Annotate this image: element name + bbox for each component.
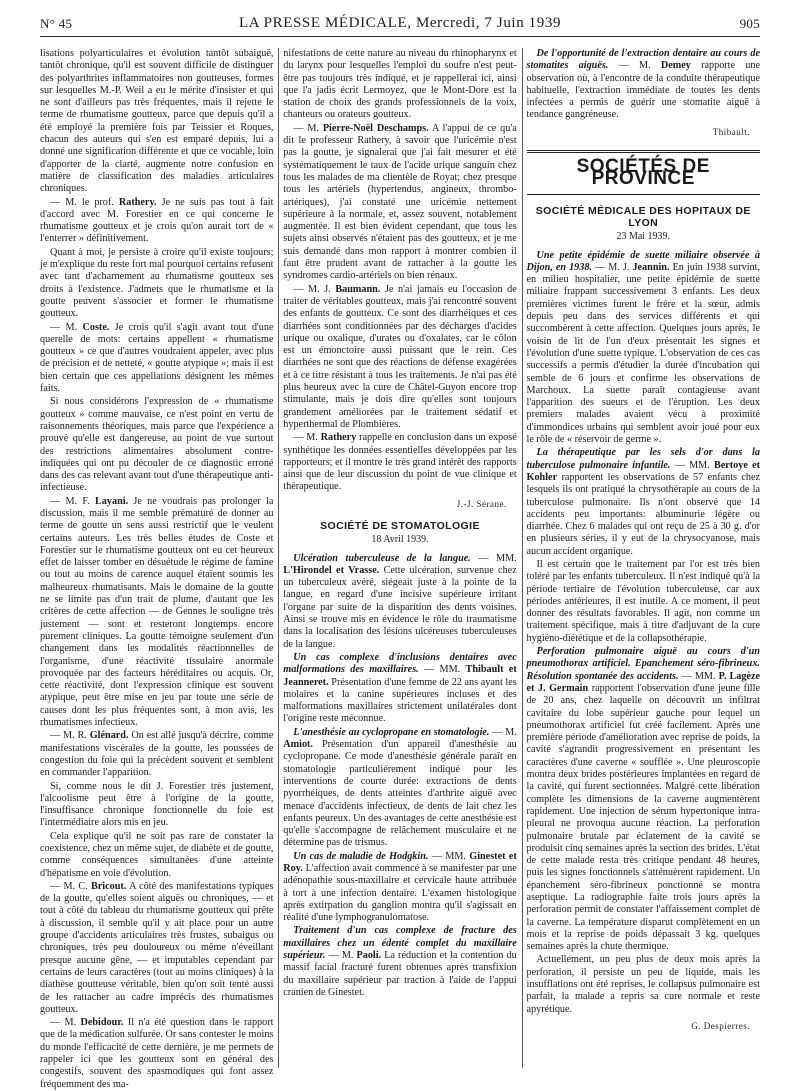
paragraph: De l'opportunité de l'extraction dentaire au cours de stomatites aiguës. — M. Demey rapporte une observation où, à l'encontre de la conduite thérapeutique habituelle, l'extraction immédiate de toutes les dents infectées a permis de guérir une stomatite aiguë à tendance gangréneuse. <box>526 48 760 121</box>
paragraph: lisations polyarticulaires et évolution tantôt subaiguë, tantôt chronique, qu'il est souvent difficile de distinguer des polyarthrites inflammatoires non goutteuses, formes sur lesquelles M.-P. Weil a eu le mérite d'insister et qui ne sont d'ailleurs pas très fréquentes, mais il rejette le terme de rhumatisme goutteux, parce que depuis qu'il a été employé la première fois par Teissier et Roques, chacun des auteurs qui s'en est emparé depuis, lui a donné une signification différente et que ce vocable, loin d'apporter de la clarté, augmente notre confusion en matière de classification des maladies articulaires chroniques. <box>40 48 274 195</box>
speaker-name: Jeannin. <box>632 261 670 273</box>
section-date: 18 Avril 1939. <box>371 534 429 546</box>
issue-number: N° 45 <box>40 16 73 31</box>
speaker-name: Bertoye et Kohler <box>526 459 760 483</box>
article-title: Une petite épidémie de suette miliaire observée à Dijon, en 1938. <box>526 249 760 273</box>
section-rule <box>527 150 760 153</box>
paragraph: Un cas de maladie de Hodgkin. — MM. Ginestet et Roy. L'affection avait commencé à se manifester par une adénopathie sous-maxillaire et cervicale haute attribuée à tort à une infection dentaire. L'examen histologique après extirpation du ganglion montra qu'il s'agissait en réalité d'une lymphogranulomatose. <box>283 850 517 924</box>
speaker-name: L'Hirondel et Vrasse. <box>283 564 380 576</box>
speaker-name: Rathery. <box>118 196 157 208</box>
speaker-name: Ginestet et Roy. <box>283 850 517 874</box>
article-title: Perforation pulmonaire aiguë au cours d'un pneumothorax artificiel. Epanchement séro-fibrineux. Résolution spontanée des accidents. <box>526 646 760 682</box>
signature: J.-J. Sérane. <box>456 498 507 509</box>
paragraph: Il est certain que le traitement par l'or est très bien toléré par les enfants tuberculeux. Il n'est indiqué qu'à la période tertiaire de l'évolution tuberculeuse, car aux périodes antérieures, il est inutile. A ce moment, il peut donner des résultats favorables. Il agit, non comme un traitement spécifique, mais à titre d'adjuvant de la cure hygiéno-diététique et de la collapsothérapie. <box>526 558 760 644</box>
section-rule <box>527 194 760 195</box>
speaker-name: Amiot. <box>283 739 313 751</box>
speaker-name: Pierre-Noël Deschamps. <box>322 122 429 134</box>
section-title: SOCIÉTÉ MÉDICALE DES HOPITAUX DE LYON <box>535 204 751 229</box>
speaker-name: Debidour. <box>80 1017 124 1029</box>
paragraph: Perforation pulmonaire aiguë au cours d'un pneumothorax artificiel. Epanchement séro-fibrineux. Résolution spontanée des accidents. — MM. P. Lagèze et J. Germain rapportent l'observation d'une jeune fille de 20 ans, chez laquelle on découvrit un infiltrat cavitaire du lobe supérieur gauche pour lequel un pneumothorax artificiel fut créé facilement. Après une première période d'amélioration avec reprise de poids, la cavité s'agrandit progressivement en présentant les caractères d'une caverne « soufflée ». Une pleuroscopie montra deux brides postérieures implantées en regard de la cavité, qui furent sectionnées. Malgré cette libération complète les dimensions de la caverne augmentèrent rapidement. Une injection de sérum hypertonique intra-pleural ne provoqua aucune réaction. La perforation pulmonaire brutale par éclatement de la cavité se produisit cinq semaines après la section des brides. L'état de cette malade resta très critique pendant 48 heures, puis les signes fonctionnels s'atténuèrent rapidement. Un épanchement séro-fibrineux ponctionné se montra aseptique. La radiographie faite trois jours après la perforation permit de constater l'affaissement complet de la caverne. La température disparut complètement en un mois et la reprise de poids dépassait 3 kg. quelques semaines après la chute thermique. <box>526 646 760 953</box>
signature: G. Despierres. <box>691 1020 750 1031</box>
article-title: La thérapeutique par les sels d'or dans la tuberculose pulmonaire infantile. <box>526 447 760 471</box>
journal-title: LA PRESSE MÉDICALE, Mercredi, 7 Juin 1939 <box>238 15 562 31</box>
paragraph: Actuellement, un peu plus de deux mois après la perforation, il persiste un peu de liquide, mais les insufflations ont été reprises, le collapsus pulmonaire est parfait, la malade a repris sa cure normale et reste apyrétique. <box>526 954 760 1015</box>
column-3 <box>527 48 760 1068</box>
article-title: Ulcération tuberculeuse de la langue. <box>293 552 471 564</box>
column-2 <box>283 48 516 1068</box>
paragraph: Cela explique qu'il ne soit pas rare de constater la coexistence, chez un même sujet, de diabète et de goutte, comme conséquences simultanées d'une atteinte d'hépatisme en voie d'évolution. <box>40 830 274 879</box>
speaker-name: Glénard. <box>89 730 129 742</box>
paragraph: — M. Coste. Je crois qu'il s'agit avant tout d'une querelle de mots: certains appellent « rhumatisme goutteux » ce que d'autres voudraient appeler, avec plus de précision et de netteté, « goutte atypique »; mais il est bien certain que ces appellations désignent les mêmes faits. <box>40 321 274 395</box>
paragraph: — M. le prof. Rathery. Je ne suis pas tout à fait d'accord avec M. Forestier en ce qui concerne le rhumatisme goutteux et je crois qu'on aurait tort de « l'enterrer » définitivement. <box>40 196 274 245</box>
paragraph: Un cas complexe d'inclusions dentaires avec malformations des maxillaires. — MM. Thibault et Jeanneret. Présentation d'une femme de 22 ans ayant les molaires et la canine supérieures incluses et des malformations maxillaires strictement unilatérales dont l'origine reste méconnue. <box>283 651 517 725</box>
paragraph: L'anesthésie au cyclopropane en stomatologie. — M. Amiot. Présentation d'un appareil d'anesthésie au cyclopropane. Ce mode d'anesthésie générale paraît en stomatologie particulièrement indiqué pour les interventions de courte durée: extractions de dents pyorrhéiques, de dents atteintes d'arthrite aiguë avec menace d'accidents infectieux, de dents de lait chez les enfants peureux. Un des avantages de cette anesthésie est qu'elle s'accompagne de relâchement musculaire et ne détermine pas de trismus. <box>283 726 517 849</box>
speaker-name: Paoli. <box>356 950 382 962</box>
paragraph: — M. Debidour. Il n'a été question dans le rapport que de la médication sulfurée. Or sans contester le moins du monde l'efficacité de cette dernière, je me permets de rappeler ici que les goutteux sont en général des congestifs, souvent des spasmodiques qui font assez fréquemment des ma- <box>40 1017 274 1090</box>
speaker-name: Bricout. <box>90 880 127 892</box>
article-title: Un cas de maladie de Hodgkin. <box>293 850 429 862</box>
paragraph: Si, comme nous le dit J. Forestier très justement, l'alcoolisme peut être à l'origine de la goutte, l'insuffisance chronique fonctionnelle du foie est l'intermédiaire alors mis en jeu. <box>40 780 274 829</box>
article-title: Traitement d'un cas complexe de fracture des maxillaires chez un édenté complet du maxillaire supérieur. <box>283 925 517 962</box>
article-title: De l'opportunité de l'extraction dentaire au cours de stomatites aiguës. <box>526 48 760 72</box>
speaker-name: Demey <box>660 60 691 72</box>
column-rule <box>273 48 283 1068</box>
major-section-title: SOCIÉTÉS DE PROVINCE <box>576 156 710 190</box>
speaker-name: Layani. <box>95 495 129 507</box>
paragraph: — M. R. Glénard. On est allé jusqu'à décrire, comme manifestations viscérales de la goutte, les poussées de congestion du foie qui la précèdent souvent et semblent en commander l'apparition. <box>40 730 274 779</box>
paragraph: — M. J. Baumann. Je n'ai jamais eu l'occasion de traiter de véritables goutteux, mais j'ai rencontré souvent des enfants de goutteux. Ce sont des diarrhéiques et ces diarrhées sont conditionnées par des décharges d'acides urique ou oxalique, d'urates ou d'oxalates, car le côlon est un émonctoire aussi puissant que le rein. Ces diarrhées ne sont que des réactions de défense exagérées et à ce titre résistant à tous les traitements. Je n'ai pas été plus heureux avec la cure de Châtel-Guyon encore trop stimulante, mais je dois dire qu'elles sont toujours grandement améliorées par le traitement sédatif et hyperthermal de Plombières. <box>283 283 517 430</box>
speaker-name: Thibault et Jeanneret. <box>283 664 517 688</box>
paragraph: Traitement d'un cas complexe de fracture des maxillaires chez un édenté complet du maxillaire supérieur. — M. Paoli. La réduction et la contention du massif facial fracturé furent obtenues après transfixion du maxillaire supérieur par traction à l'aide de l'appui cranien de Ginestet. <box>283 925 517 998</box>
article-title: Un cas complexe d'inclusions dentaires avec malformations des maxillaires. <box>283 651 517 676</box>
article-title: L'anesthésie au cyclopropane en stomatologie. <box>293 726 490 738</box>
paragraph: Quant à moi, je persiste à croire qu'il existe toujours; je m'explique du reste fort mal pourquoi certains refusent avec tant d'acharnement au rhumatisme goutteux ses droits à l'existence. J'admets que le rhumatisme et la goutte peuvent s'associer et former le rhumatisme goutteux. <box>40 246 274 320</box>
paragraph: — M. Rathery rappelle en conclusion dans un exposé synthétique les données essentielles développées par les rapporteurs; et il montre le très grand intérêt des rapports ainsi que de leur discussion du point de vue clinique et thérapeutique. <box>283 432 517 493</box>
column-1 <box>40 48 274 1090</box>
paragraph: — M. C. Bricout. A côté des manifestations typiques de la goutte, qu'elles soient aiguës ou chroniques, — et tout à côté du tableau du rhumatisme goutteux qui prête à discussion, il semble qu'il y ait place pour un autre groupe d'accidents articulaires très frustes, subaigus ou chroniques, très peu douloureux ou même n'éveillant presque aucune gêne, — et imputables cependant par certains de leurs caractères (tout au moins cliniques) à la diathèse goutteuse véritable, bien qu'on soit tenté aussi de les rattacher au cadre imprécis des rhumatismes goutteux. <box>40 880 274 1015</box>
running-header <box>40 14 760 37</box>
section-title: SOCIÉTÉ DE STOMATOLOGIE <box>320 519 480 532</box>
paragraph: Si nous considérons l'expression de « rhumatisme goutteux » comme mauvaise, ce n'est point en vertu de raisonnements théoriques, mais parce que l'expérience a prouvé qu'elle est dangereuse, au point de vue surtout des restrictions alimentaires absolument contre-indiquées qui ont pu découler de ce diagnostic erroné dans des cas relevant avant tout d'une thérapeutique anti-infectieuse. <box>40 396 274 494</box>
text-columns <box>40 48 761 1090</box>
paragraph: Une petite épidémie de suette miliaire observée à Dijon, en 1938. — M. J. Jeannin. En juin 1938 survint, en milieu hospitalier, une petite épidémie de suette miliaire frappant successivement 3 enfants. Les deux premières victimes furent le frère et la sœur, admis depuis peu dans des services différents et qui succombèrent à cette affection. Quelques jours après, le voisin de lit de l'un d'eux présentait les signes et l'évolution d'une suette typique. L'observation de ces cas successifs a permis d'étudier la durée d'incubation qui semble de 6 jours et confirme les observations de Marchoux. La suette paraît contagieuse avant l'apparition des sueurs et de l'éruption. Les deux premiers malades avaient vécu à proximité d'immondices urbains qui semblent avoir joué pour eux le rôle de « réservoir de germe ». <box>526 249 761 446</box>
speaker-name: P. Lagèze et J. Germain <box>526 670 760 694</box>
section-date: 23 Mai 1939. <box>616 231 671 243</box>
paragraph: — M. F. Layani. Je ne voudrais pas prolonger la discussion, mais il me semble prématuré de donner au terme de goutte un sens aussi restrictif que le veulent certains auteurs. Les très belles études de Coste et Forestier sur le rhumatisme goutteux ont eu cet heureux effet de laisser tomber en désuétude le régime de famine ou tout au moins de carence auquel étaient soumis les malheureux rhumatisants. Mais le domaine de la goutte ne se limite pas d'un trait de plume, d'autant que les critères de cette affection — de Gennes le souligne très justement — sont et resteront longtemps encore purement cliniques. La goutte témoigne seulement d'un changement dans les modalités réactionnelles de l'organisme, d'une réactivité tissulaire anormale provoquée par des facteurs héréditaires ou acquis. Or, cette réactivité, dont l'expression clinique est souvent atypique, peut être mise en jeu par toute une série de causes dont les plus fréquentes sont, à mon avis, les rhumatismes infectieux. <box>40 495 274 729</box>
speaker-name: Rathery <box>320 432 357 444</box>
paragraph: Ulcération tuberculeuse de la langue. — MM. L'Hirondel et Vrasse. Cette ulcération, survenue chez un tuberculeux avéré, siégeait juste à la pointe de la langue, en regard d'une incisive supérieure irritant l'organe par suite de la disparition des dents voisines. Ainsi se trouve mis en évidence le rôle du traumatisme dans la localisation des lésions ulcéreuses tuberculeuses de la langue. <box>283 552 517 650</box>
signature: Thibault. <box>712 126 750 137</box>
page-number: 905 <box>739 16 760 31</box>
paragraph: — M. Pierre-Noël Deschamps. A l'appui de ce qu'a dit le professeur Rathery, à savoir que l'uricémie n'est pas la goutte, je signalerai que j'ai fait mesurer et été systématiquement le taux de l'acide urique sanguin chez tous les malades de ma clientèle de Royat; chez presque tous les artériels (hypertendus, angineux, thrombo-artériques), j'ai constaté une uricémie nettement supérieure à la normale, et, assez souvent, notablement augmentée. Il est bien évident cependant, que tous les sujets ainsi observés n'étaient pas des goutteux, et je me suis demandé dans mon rapport à montrer combien il faut être prudent avant de rattacher à la goutte les syndromes cardio-artériels ou bien rénaux. <box>283 122 517 282</box>
speaker-name: Coste. <box>82 321 110 333</box>
column-rule <box>517 48 527 1068</box>
paragraph: nifestations de cette nature au niveau du rhinopharynx et du larynx pour lesquelles l'emploi du soufre n'est peut-être pas toujours très indiqué, et je rappellerai ici, ainsi que l'a jadis écrit Lermoyez, que le Mont-Dore est la station de choix des grands professionnels de la voix, chanteurs ou orateurs goutteux. <box>283 48 517 121</box>
speaker-name: Baumann. <box>335 283 381 295</box>
paragraph: La thérapeutique par les sels d'or dans la tuberculose pulmonaire infantile. — MM. Bertoye et Kohler rapportent les observations de 57 enfants chez lesquels ils ont pratiqué la chrysothérapie au cours de la tuberculose pulmonaire. Ils n'ont observé que 14 accidents peu importants: albuminurie légère ou diarrhée. Chez 6 malades qui ont reçu de 25 à 30 g. d'or en plusieurs séries, il y eut de la chrysocyanose, mais aucun accident organique. <box>526 447 760 557</box>
